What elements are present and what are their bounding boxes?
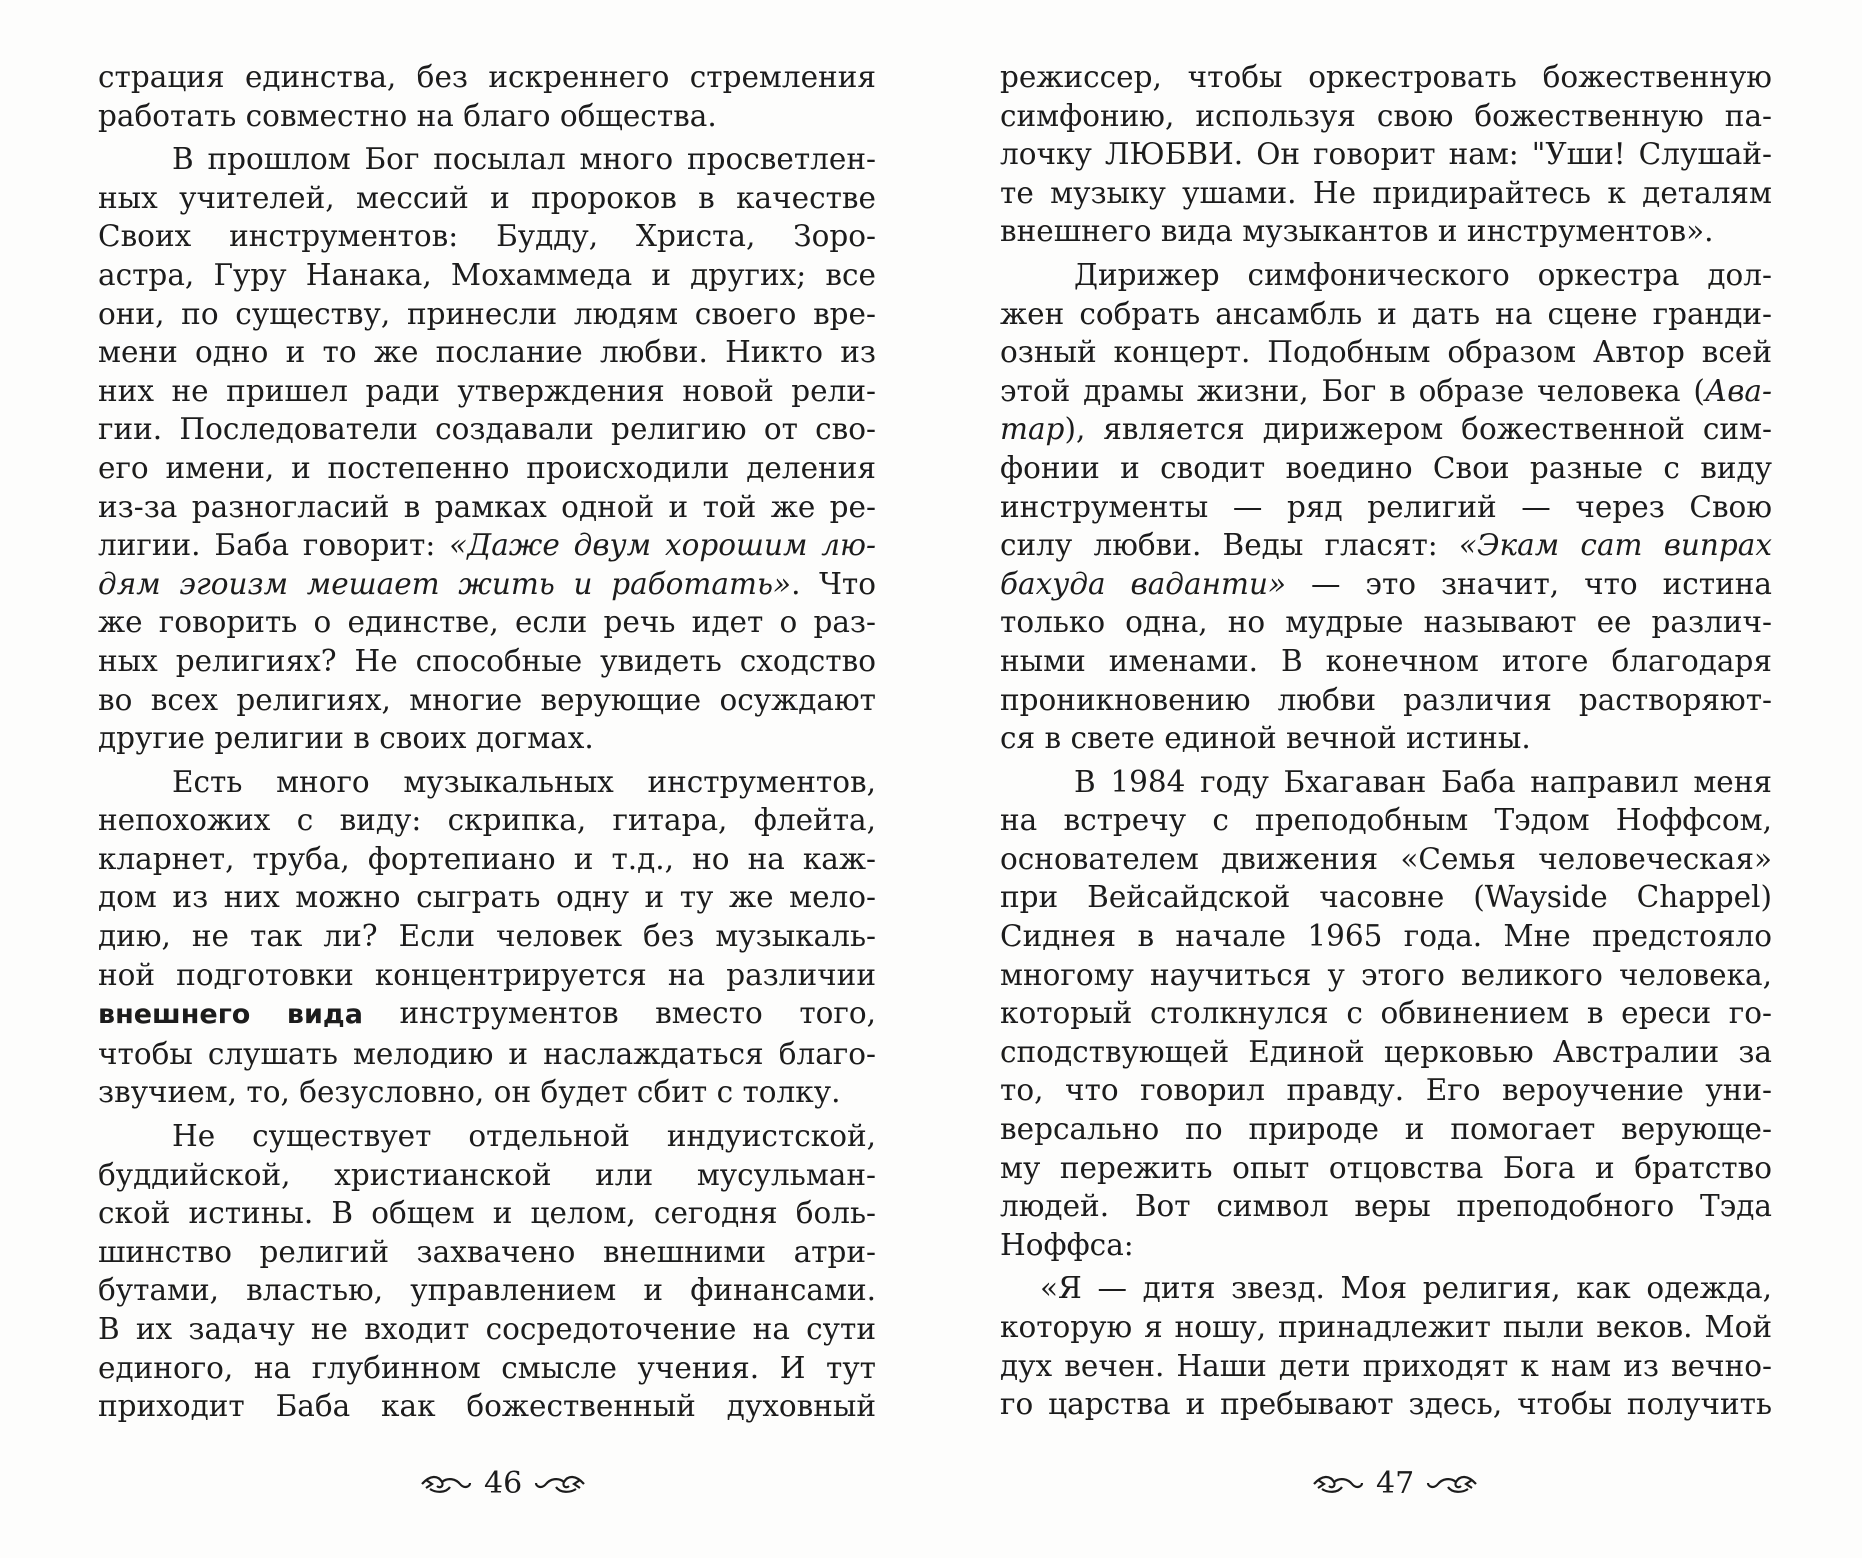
text-line: только одна, но мудрые называют ее различ- bbox=[1000, 605, 1772, 640]
italic-text: тар bbox=[1000, 412, 1065, 447]
text-line: Сиднея в начале 1965 года. Мне предстояло bbox=[1000, 919, 1772, 954]
ornament-left-icon bbox=[420, 1473, 472, 1495]
page-number-left bbox=[420, 1466, 586, 1501]
italic-text: Ава- bbox=[1704, 373, 1772, 408]
text-line bbox=[98, 565, 876, 604]
text-line: кларнет, труба, фортепиано и т.д., но на каж- bbox=[98, 841, 876, 876]
text-line: В прошлом Бог посылал много просветлен- bbox=[172, 142, 876, 177]
text-line: другие религии в своих догмах. bbox=[98, 721, 594, 756]
text-line: те музыку ушами. Не придирайтесь к деталям bbox=[1000, 175, 1772, 210]
text-segment: — это значит, что истина bbox=[1286, 566, 1772, 601]
text-line bbox=[1000, 372, 1772, 411]
quote-text: дям эгоизм мешает жить и работать» bbox=[98, 566, 792, 601]
text-line: го царства и пребывают здесь, чтобы получить bbox=[1000, 1387, 1772, 1422]
text-line: «Я — дитя звезд. Моя религия, как одежда, bbox=[1040, 1271, 1772, 1306]
text-line: единого, на глубинном смысле учения. И тут bbox=[98, 1350, 876, 1385]
quote-text: «Экам сат випрах bbox=[1458, 528, 1772, 563]
text-line bbox=[1000, 410, 1772, 449]
text-line bbox=[1000, 565, 1772, 604]
text-line: версально по природе и помогает верующе- bbox=[1000, 1112, 1772, 1147]
text-segment: этой драмы жизни, Бог в образе человека ( bbox=[1000, 373, 1705, 408]
text-line: астра, Гуру Нанака, Мохаммеда и других; все bbox=[98, 257, 876, 292]
text-line: них не пришел ради утверждения новой рели- bbox=[98, 373, 876, 408]
ornament-right-icon bbox=[534, 1473, 586, 1495]
text-line: ными именами. В конечном итоге благодаря bbox=[1000, 643, 1772, 678]
text-line: людей. Вот символ веры преподобного Тэда bbox=[1000, 1189, 1772, 1224]
text-segment: силу любви. Веды гласят: bbox=[1000, 528, 1459, 563]
left-page bbox=[98, 58, 876, 1426]
text-line: дом из них можно сыграть одну и ту же мело- bbox=[98, 880, 876, 915]
page-number: 47 bbox=[1376, 1466, 1415, 1501]
text-line: инструменты — ряд религий — через Свою bbox=[1000, 489, 1772, 524]
text-line: то, что говорил правду. Его вероучение уни- bbox=[1000, 1073, 1772, 1108]
text-line: Ноффса: bbox=[1000, 1227, 1134, 1262]
quote-text: «Даже двум хорошим лю- bbox=[449, 528, 876, 563]
right-page bbox=[1000, 58, 1772, 1424]
text-line: многому научиться у этого великого человека, bbox=[1000, 957, 1772, 992]
text-segment: инструментов вместо того, bbox=[362, 996, 876, 1031]
ornament-left-icon bbox=[1312, 1473, 1364, 1495]
text-line bbox=[98, 994, 876, 1035]
text-line: симфонию, используя свою божественную па- bbox=[1000, 98, 1772, 133]
text-line: сподствующей Единой церковью Австралии за bbox=[1000, 1034, 1772, 1069]
text-line: ся в свете единой вечной истины. bbox=[1000, 721, 1531, 756]
text-line: основателем движения «Семья человеческая» bbox=[1000, 841, 1772, 876]
text-line: которую я ношу, принадлежит пыли веков. Мой bbox=[1000, 1310, 1772, 1344]
text-line: мени одно и то же послание любви. Никто из bbox=[98, 335, 876, 370]
text-line: гии. Последователи создавали религию от сво- bbox=[98, 412, 876, 447]
text-line: ных религиях? Не способные увидеть сходство bbox=[98, 643, 876, 678]
text-line: фонии и сводит воедино Свои разные с виду bbox=[1000, 450, 1772, 485]
text-line: звучием, то, безусловно, он будет сбит с толку. bbox=[98, 1075, 841, 1110]
text-segment: . Что bbox=[791, 566, 877, 601]
text-line: Есть много музыкальных инструментов, bbox=[172, 764, 876, 799]
text-line: В их задачу не входит сосредоточение на сути bbox=[98, 1312, 876, 1346]
quote-text: бахуда ваданти» bbox=[1000, 566, 1287, 601]
text-line: бутами, властью, управлением и финансами. bbox=[98, 1273, 876, 1308]
text-line: дух вечен. Наши дети приходят к нам из вечно- bbox=[1000, 1348, 1772, 1383]
ornament-right-icon bbox=[1426, 1473, 1478, 1495]
text-line: ных учителей, мессий и пророков в качестве bbox=[98, 180, 876, 215]
text-line: му пережить опыт отцовства Бога и братство bbox=[1000, 1150, 1772, 1185]
text-line: его имени, и постепенно происходили деления bbox=[98, 450, 876, 485]
text-line bbox=[1000, 526, 1772, 565]
text-line: Дирижер симфонического оркестра дол- bbox=[1074, 257, 1772, 292]
text-line: же говорить о единстве, если речь идет о раз- bbox=[98, 605, 876, 640]
text-line: на встречу с преподобным Тэдом Ноффсом, bbox=[1000, 803, 1772, 838]
text-line: приходит Баба как божественный духовный bbox=[98, 1389, 876, 1424]
text-line: который столкнулся с обвинением в ереси го- bbox=[1000, 996, 1772, 1031]
bold-text: внешнего вида bbox=[98, 999, 363, 1031]
text-line: дию, не так ли? Если человек без музыкаль- bbox=[98, 919, 876, 954]
text-line: ной подготовки концентрируется на различии bbox=[98, 957, 876, 992]
text-line bbox=[98, 526, 876, 565]
text-segment: лигии. Баба говорит: bbox=[98, 528, 450, 563]
text-line: жен собрать ансамбль и дать на сцене гранди- bbox=[1000, 296, 1772, 331]
page-number: 46 bbox=[484, 1466, 523, 1501]
text-line: из-за разногласий в рамках одной и той же ре- bbox=[98, 489, 876, 524]
text-line: во всех религиях, многие верующие осуждают bbox=[98, 682, 876, 717]
text-line: озный концерт. Подобным образом Автор всей bbox=[1000, 335, 1772, 370]
text-line: В 1984 году Бхагаван Баба направил меня bbox=[1074, 764, 1772, 799]
text-line: буддийской, христианской или мусульман- bbox=[98, 1157, 876, 1192]
text-line: Не существует отдельной индуистской, bbox=[172, 1119, 876, 1154]
text-line: они, по существу, принесли людям своего вре- bbox=[98, 296, 876, 331]
text-line: проникновению любви различия растворяют- bbox=[1000, 682, 1772, 717]
text-line: режиссер, чтобы оркестровать божественную bbox=[1000, 60, 1772, 94]
text-line: непохожих с виду: скрипка, гитара, флейта, bbox=[98, 803, 876, 838]
text-line: страция единства, без искреннего стремления bbox=[98, 60, 876, 94]
text-line: шинство религий захвачено внешними атри- bbox=[98, 1234, 876, 1269]
text-line: при Вейсайдской часовне (Wayside Chappel) bbox=[1000, 880, 1772, 915]
text-line: работать совместно на благо общества. bbox=[98, 98, 717, 133]
page-number-right bbox=[1312, 1466, 1478, 1501]
text-line: Своих инструментов: Будду, Христа, Зоро- bbox=[98, 219, 876, 254]
text-segment: ), является дирижером божественной сим- bbox=[1064, 412, 1772, 447]
text-line: ской истины. В общем и целом, сегодня боль- bbox=[98, 1196, 876, 1231]
text-line: лочку ЛЮБВИ. Он говорит нам: "Уши! Слушай- bbox=[1000, 137, 1772, 172]
text-line: чтобы слушать мелодию и наслаждаться благо- bbox=[98, 1036, 876, 1071]
text-line: внешнего вида музыкантов и инструментов». bbox=[1000, 214, 1714, 249]
